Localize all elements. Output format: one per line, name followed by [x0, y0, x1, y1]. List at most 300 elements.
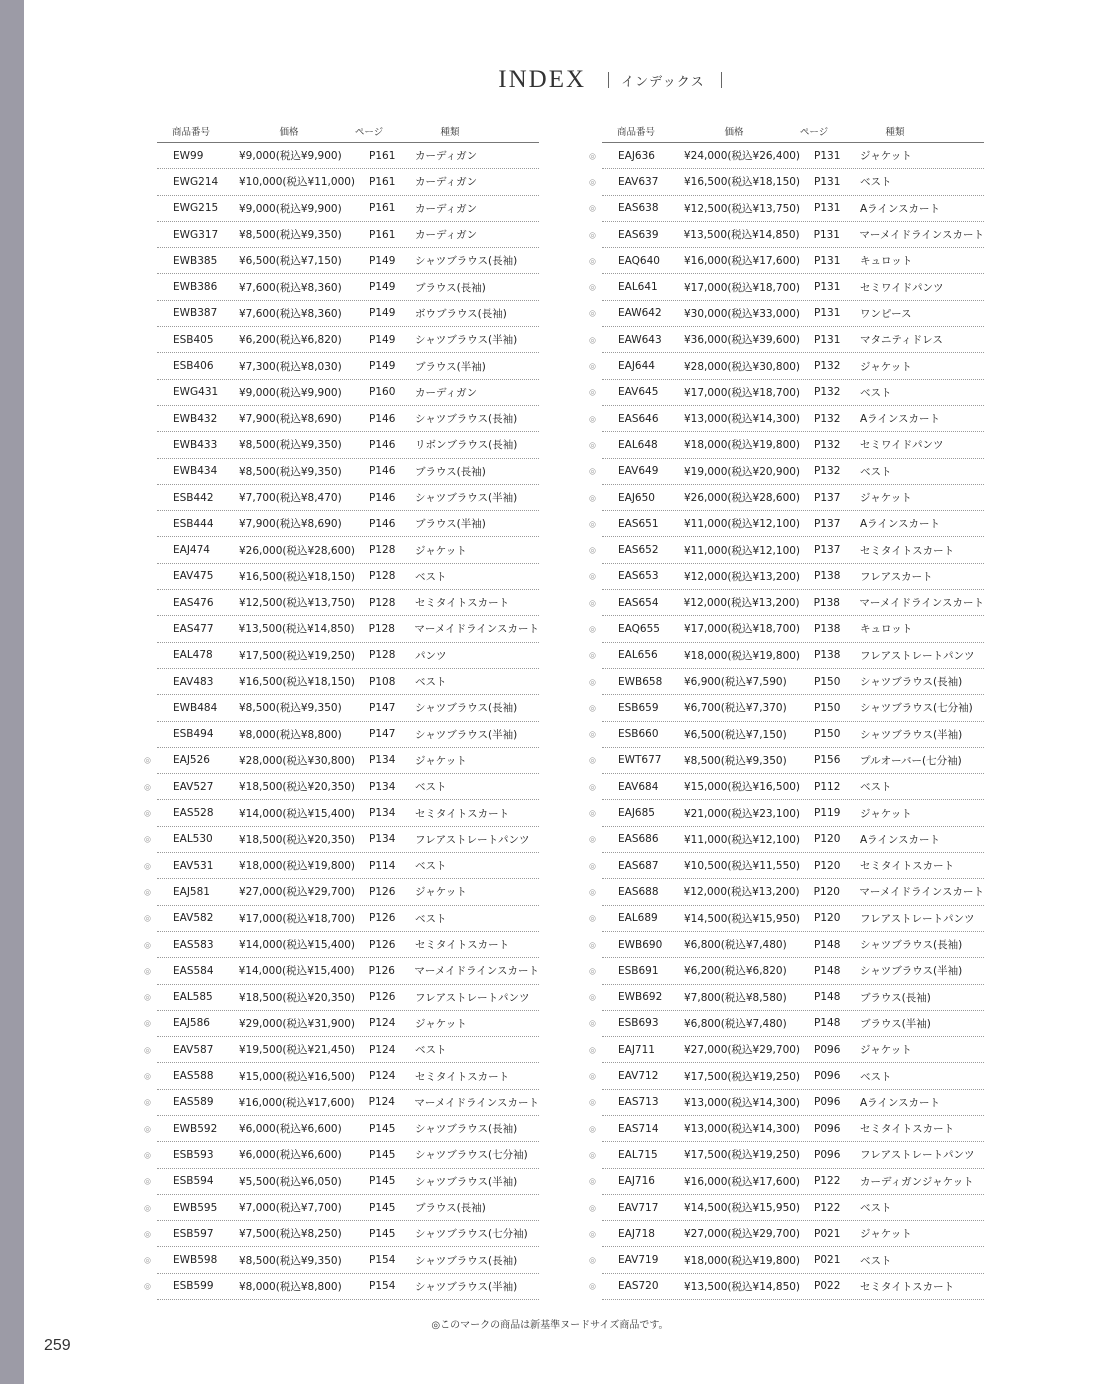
- page-ref: P128: [369, 570, 396, 583]
- item-kind: フレアストレートパンツ: [860, 649, 975, 662]
- page-ref: P148: [814, 938, 841, 951]
- product-code: EAW642: [618, 307, 662, 320]
- price: ¥12,000(税込¥13,200): [683, 597, 800, 610]
- page-ref: P146: [369, 491, 396, 504]
- page-ref: P131: [814, 149, 841, 162]
- price: ¥8,500(税込¥9,350): [239, 465, 342, 478]
- page-ref: P131: [813, 228, 840, 241]
- page-ref: P161: [369, 228, 396, 241]
- item-kind: カーディガン: [415, 386, 478, 399]
- page-ref: P145: [369, 1227, 396, 1240]
- page-ref: P114: [369, 859, 396, 872]
- page-ref: P128: [369, 596, 396, 609]
- price: ¥8,500(税込¥9,350): [239, 702, 342, 715]
- header-kind: 種類: [440, 127, 460, 138]
- item-kind: シャツブラウス(長袖): [415, 1123, 518, 1136]
- item-kind: ブラウス(長袖): [415, 281, 486, 294]
- product-code: EAJ716: [618, 1175, 655, 1188]
- product-code: EAS584: [173, 964, 214, 977]
- table-row: [144, 1090, 539, 1116]
- table-row: [589, 1195, 984, 1221]
- item-kind: フレアスカート: [860, 570, 933, 583]
- price: ¥9,000(税込¥9,900): [239, 150, 342, 163]
- product-code: EAS653: [618, 570, 659, 583]
- page-ref: P120: [814, 833, 841, 846]
- product-code: EWB592: [173, 1122, 218, 1135]
- item-kind: フレアストレートパンツ: [415, 991, 530, 1004]
- item-kind: Aラインスカート: [860, 1096, 941, 1109]
- page-ref: P112: [814, 780, 841, 793]
- product-code: ESB594: [173, 1175, 214, 1188]
- table-row: [589, 1116, 984, 1142]
- item-kind: マタニティドレス: [860, 334, 943, 347]
- title-divider: [721, 72, 722, 88]
- item-kind: ベスト: [415, 1044, 447, 1057]
- item-kind: ジャケット: [415, 1017, 467, 1030]
- product-code: ESB599: [173, 1280, 214, 1293]
- page-ref: P134: [369, 807, 396, 820]
- product-code: EAV483: [173, 675, 214, 688]
- nude-size-mark-icon: ◎: [144, 1150, 151, 1160]
- product-code: EAQ640: [618, 254, 660, 267]
- item-kind: ベスト: [860, 1202, 892, 1215]
- table-row: [144, 827, 539, 853]
- item-kind: ベスト: [860, 176, 892, 189]
- item-kind: ベスト: [860, 386, 892, 399]
- page-ref: P150: [814, 728, 841, 741]
- header-page: ページ: [354, 127, 384, 138]
- product-code: EWB658: [618, 675, 663, 688]
- nude-size-mark-icon: ◎: [589, 808, 596, 818]
- nude-size-mark-icon: ◎: [589, 308, 596, 318]
- price: ¥15,000(税込¥16,500): [239, 1070, 356, 1083]
- header-kind: 種類: [885, 127, 905, 138]
- product-code: EAS639: [618, 228, 659, 241]
- nude-size-mark-icon: ◎: [589, 335, 596, 345]
- page-ref: P126: [369, 912, 396, 925]
- table-row: [589, 643, 984, 669]
- price: ¥13,000(税込¥14,300): [684, 1096, 801, 1109]
- table-row: [589, 1169, 984, 1195]
- item-kind: Aラインスカート: [860, 413, 941, 426]
- product-code: EWB690: [618, 938, 663, 951]
- price: ¥6,800(税込¥7,480): [684, 939, 787, 952]
- page-ref: P131: [814, 307, 841, 320]
- header-product-code: 商品番号: [171, 127, 210, 138]
- product-code: EAV475: [173, 570, 214, 583]
- page-ref: P138: [814, 649, 841, 662]
- page-ref: P148: [814, 964, 841, 977]
- table-row: [157, 564, 539, 590]
- table-row: [144, 906, 539, 932]
- table-row: [589, 1221, 984, 1247]
- table-row: [589, 774, 984, 800]
- item-kind: セミタイトスカート: [415, 1070, 510, 1083]
- table-row: [144, 800, 539, 826]
- item-kind: セミタイトスカート: [415, 939, 510, 952]
- page-ref: P132: [814, 412, 841, 425]
- table-row: [589, 669, 984, 695]
- nude-size-mark-icon: ◎: [589, 1045, 596, 1055]
- header-product-code: 商品番号: [616, 127, 655, 138]
- price: ¥16,000(税込¥17,600): [684, 1175, 801, 1188]
- item-kind: セミワイドパンツ: [860, 439, 944, 452]
- page-ref: P096: [814, 1148, 841, 1161]
- table-row: [157, 590, 539, 616]
- product-code: EAS646: [618, 412, 659, 425]
- item-kind: ブラウス(長袖): [860, 991, 931, 1004]
- product-code: ESB659: [618, 701, 659, 714]
- product-code: EAL641: [618, 281, 658, 294]
- price: ¥6,200(税込¥6,820): [684, 965, 787, 978]
- price: ¥13,500(税込¥14,850): [683, 229, 800, 242]
- item-kind: キュロット: [860, 623, 913, 636]
- table-row: [157, 537, 539, 563]
- price: ¥11,000(税込¥12,100): [684, 833, 801, 846]
- table-row: [589, 248, 984, 274]
- page-ref: P128: [368, 622, 395, 635]
- table-row: [157, 301, 539, 327]
- nude-size-mark-icon: ◎: [144, 1176, 151, 1186]
- nude-size-mark-icon: ◎: [144, 861, 151, 871]
- price: ¥21,000(税込¥23,100): [684, 807, 801, 820]
- table-row: [144, 958, 539, 984]
- nude-size-mark-icon: ◎: [144, 808, 151, 818]
- table-row: [589, 511, 984, 537]
- price: ¥18,500(税込¥20,350): [239, 991, 356, 1004]
- price: ¥27,000(税込¥29,700): [239, 886, 356, 899]
- nude-size-mark-icon: ◎: [589, 177, 596, 187]
- price: ¥28,000(税込¥30,800): [684, 360, 801, 373]
- table-row: [144, 853, 539, 879]
- page-ref: P146: [369, 438, 396, 451]
- product-code: EAV582: [173, 912, 214, 925]
- nude-size-mark-icon: ◎: [144, 1071, 151, 1081]
- product-code: EAJ650: [618, 491, 655, 504]
- product-code: EAS583: [173, 938, 214, 951]
- item-kind: パンツ: [415, 649, 447, 662]
- price: ¥16,000(税込¥17,600): [238, 1096, 355, 1109]
- table-row: [144, 932, 539, 958]
- price: ¥17,000(税込¥18,700): [684, 281, 801, 294]
- item-kind: リボンブラウス(長袖): [415, 439, 518, 452]
- page-ref: P150: [814, 675, 841, 688]
- price: ¥17,500(税込¥19,250): [684, 1149, 801, 1162]
- price: ¥14,500(税込¥15,950): [684, 912, 801, 925]
- product-code: EAV684: [618, 780, 659, 793]
- price: ¥6,800(税込¥7,480): [684, 1017, 787, 1030]
- product-code: ESB593: [173, 1148, 214, 1161]
- nude-size-mark-icon: ◎: [589, 256, 596, 266]
- nude-size-mark-icon: ◎: [589, 519, 596, 529]
- item-kind: シャツブラウス(長袖): [860, 676, 963, 689]
- item-kind: Aラインスカート: [860, 518, 941, 531]
- price: ¥7,800(税込¥8,580): [684, 991, 787, 1004]
- price: ¥13,500(税込¥14,850): [238, 623, 355, 636]
- page-ref: P145: [369, 1201, 396, 1214]
- price: ¥16,500(税込¥18,150): [684, 176, 801, 189]
- table-row: [157, 196, 539, 222]
- product-code: EAS720: [618, 1280, 659, 1293]
- item-kind: シャツブラウス(長袖): [415, 413, 518, 426]
- product-code: EWB385: [173, 254, 218, 267]
- page-ref: P145: [369, 1122, 396, 1135]
- table-row: [589, 853, 984, 879]
- page-ref: P096: [814, 1070, 841, 1083]
- item-kind: セミタイトスカート: [415, 807, 510, 820]
- product-code: EAS638: [618, 202, 659, 215]
- page-ref: P126: [368, 964, 395, 977]
- page-ref: P108: [369, 675, 396, 688]
- page-ref: P149: [369, 360, 396, 373]
- page-ref: P126: [369, 991, 396, 1004]
- product-code: EW99: [173, 149, 204, 162]
- header-price: 価格: [724, 127, 744, 138]
- table-row: [589, 432, 984, 458]
- table-row: [157, 169, 539, 195]
- index-list-left: [144, 143, 539, 1300]
- nude-size-mark-icon: ◎: [589, 1203, 596, 1213]
- page-ref: P161: [369, 202, 396, 215]
- table-row: [589, 380, 984, 406]
- table-row: [144, 1116, 539, 1142]
- nude-size-mark-icon: ◎: [589, 466, 596, 476]
- item-kind: ジャケット: [415, 886, 467, 899]
- price: ¥26,000(税込¥28,600): [239, 544, 356, 557]
- product-code: EWG214: [173, 175, 219, 188]
- page-ref: P124: [368, 1096, 395, 1109]
- table-row: [589, 722, 984, 748]
- nude-size-mark-icon: ◎: [589, 1255, 596, 1265]
- page-ref: P149: [369, 333, 396, 346]
- table-row: [144, 1142, 539, 1168]
- page-ref: P134: [369, 780, 396, 793]
- item-kind: ジャケット: [860, 150, 912, 163]
- product-code: EAS654: [618, 596, 659, 609]
- table-row: [144, 1063, 539, 1089]
- page-ref: P131: [814, 175, 841, 188]
- price: ¥7,000(税込¥7,700): [239, 1202, 342, 1215]
- nude-size-mark-icon: ◎: [589, 1018, 596, 1028]
- page-ref: P137: [814, 517, 841, 530]
- product-code: EAS589: [173, 1096, 214, 1109]
- footnote: ◎このマークの商品は新基準ヌードサイズ商品です。: [431, 1320, 669, 1331]
- price: ¥12,500(税込¥13,750): [684, 202, 801, 215]
- page-ref: P147: [369, 701, 396, 714]
- title-divider: [608, 72, 609, 88]
- item-kind: ワンピース: [860, 307, 912, 320]
- item-kind: マーメイドラインスカート: [414, 623, 539, 636]
- price: ¥17,000(税込¥18,700): [239, 912, 356, 925]
- page-ref: P122: [814, 1201, 841, 1214]
- nude-size-mark-icon: ◎: [144, 887, 151, 897]
- product-code: EAL689: [618, 912, 658, 925]
- table-row: [589, 353, 984, 379]
- page-ref: P149: [369, 254, 396, 267]
- nude-size-mark-icon: ◎: [589, 755, 596, 765]
- price: ¥6,700(税込¥7,370): [684, 702, 787, 715]
- product-code: EAV645: [618, 386, 659, 399]
- page-ref: P145: [369, 1148, 396, 1161]
- item-kind: ジャケット: [860, 1044, 912, 1057]
- price: ¥8,000(税込¥8,800): [239, 1280, 342, 1293]
- table-row: [144, 879, 539, 905]
- price: ¥16,000(税込¥17,600): [684, 255, 801, 268]
- item-kind: セミタイトスカート: [860, 1280, 955, 1293]
- price: ¥7,600(税込¥8,360): [239, 307, 342, 320]
- price: ¥15,000(税込¥16,500): [684, 781, 801, 794]
- item-kind: ジャケット: [415, 544, 467, 557]
- nude-size-mark-icon: ◎: [589, 782, 596, 792]
- product-code: EWB433: [173, 438, 218, 451]
- table-row: [157, 353, 539, 379]
- table-row: [589, 616, 984, 642]
- product-code: ESB494: [173, 728, 214, 741]
- index-list-right: [589, 143, 984, 1300]
- page-ref: P128: [369, 649, 396, 662]
- price: ¥7,900(税込¥8,690): [239, 413, 342, 426]
- table-row: [589, 1142, 984, 1168]
- price: ¥10,000(税込¥11,000): [239, 176, 356, 189]
- price: ¥27,000(税込¥29,700): [684, 1228, 801, 1241]
- table-row: [144, 1274, 539, 1300]
- price: ¥19,500(税込¥21,450): [239, 1044, 356, 1057]
- nude-size-mark-icon: ◎: [589, 992, 596, 1002]
- nude-size-mark-icon: ◎: [589, 887, 596, 897]
- product-code: EAS652: [618, 544, 659, 557]
- nude-size-mark-icon: ◎: [144, 1045, 151, 1055]
- table-row: [144, 1247, 539, 1273]
- item-kind: ベスト: [415, 781, 447, 794]
- page-ref: P156: [814, 754, 841, 767]
- table-row: [589, 537, 984, 563]
- page-ref: P131: [814, 333, 841, 346]
- nude-size-mark-icon: ◎: [144, 1097, 151, 1107]
- product-code: EAJ526: [173, 754, 210, 767]
- product-code: EAS528: [173, 807, 214, 820]
- item-kind: フレアストレートパンツ: [860, 912, 975, 925]
- nude-size-mark-icon: ◎: [589, 966, 596, 976]
- nude-size-mark-icon: ◎: [589, 1097, 596, 1107]
- nude-size-mark-icon: ◎: [589, 1281, 596, 1291]
- table-row: [157, 459, 539, 485]
- product-code: EAL585: [173, 991, 213, 1004]
- table-row: [589, 906, 984, 932]
- product-code: EWG431: [173, 386, 219, 399]
- price: ¥7,300(税込¥8,030): [239, 360, 342, 373]
- product-code: EWB595: [173, 1201, 218, 1214]
- nude-size-mark-icon: ◎: [144, 940, 151, 950]
- table-row: [589, 222, 984, 248]
- nude-size-mark-icon: ◎: [589, 571, 596, 581]
- page-ref: P134: [369, 754, 396, 767]
- item-kind: Aラインスカート: [860, 202, 941, 215]
- table-row: [157, 380, 539, 406]
- item-kind: ジャケット: [860, 1228, 912, 1241]
- page-ref: P146: [369, 465, 396, 478]
- table-row: [144, 985, 539, 1011]
- table-row: [589, 958, 984, 984]
- table-row: [157, 695, 539, 721]
- page-ref: P148: [814, 991, 841, 1004]
- product-code: EWB387: [173, 307, 218, 320]
- nude-size-mark-icon: ◎: [589, 861, 596, 871]
- nude-size-mark-icon: ◎: [144, 755, 151, 765]
- product-code: EAL715: [618, 1148, 658, 1161]
- page-ref: P148: [814, 1017, 841, 1030]
- page-ref: P131: [814, 202, 841, 215]
- item-kind: ベスト: [860, 465, 892, 478]
- page-number: 259: [44, 1337, 71, 1354]
- nude-size-mark-icon: ◎: [144, 1203, 151, 1213]
- product-code: EAS477: [173, 622, 214, 635]
- item-kind: セミタイトスカート: [860, 860, 955, 873]
- item-kind: プルオーバー(七分袖): [860, 754, 962, 767]
- nude-size-mark-icon: ◎: [589, 703, 596, 713]
- item-kind: キュロット: [860, 255, 913, 268]
- price: ¥7,900(税込¥8,690): [239, 518, 342, 531]
- price: ¥8,500(税込¥9,350): [239, 229, 342, 242]
- table-row: [589, 485, 984, 511]
- nude-size-mark-icon: ◎: [144, 1229, 151, 1239]
- item-kind: シャツブラウス(七分袖): [860, 702, 973, 715]
- item-kind: シャツブラウス(七分袖): [415, 1228, 528, 1241]
- page-ref: P126: [369, 885, 396, 898]
- price: ¥29,000(税込¥31,900): [239, 1017, 356, 1030]
- item-kind: ブラウス(長袖): [415, 1202, 486, 1215]
- nude-size-mark-icon: ◎: [589, 624, 596, 634]
- price: ¥14,000(税込¥15,400): [239, 939, 356, 952]
- product-code: EAS686: [618, 833, 659, 846]
- table-row: [144, 1169, 539, 1195]
- item-kind: フレアストレートパンツ: [415, 833, 530, 846]
- item-kind: ボウブラウス(長袖): [415, 307, 507, 320]
- nude-size-mark-icon: ◎: [144, 1281, 151, 1291]
- nude-size-mark-icon: ◎: [589, 387, 596, 397]
- price: ¥18,000(税込¥19,800): [684, 1254, 801, 1267]
- page-ref: P149: [369, 307, 396, 320]
- title-index-japanese: インデックス: [621, 74, 705, 90]
- page-ref: P149: [369, 281, 396, 294]
- price: ¥6,500(税込¥7,150): [239, 255, 342, 268]
- nude-size-mark-icon: ◎: [589, 913, 596, 923]
- item-kind: ベスト: [415, 912, 447, 925]
- nude-size-mark-icon: ◎: [589, 940, 596, 950]
- item-kind: ベスト: [860, 781, 892, 794]
- nude-size-mark-icon: ◎: [144, 966, 151, 976]
- product-code: EAV712: [618, 1070, 659, 1083]
- price: ¥18,500(税込¥20,350): [239, 833, 356, 846]
- item-kind: シャツブラウス(半袖): [415, 1280, 518, 1293]
- table-row: [157, 327, 539, 353]
- table-row: [589, 800, 984, 826]
- product-code: EAV527: [173, 780, 214, 793]
- product-code: EWB386: [173, 281, 218, 294]
- item-kind: マーメイドラインスカート: [859, 597, 984, 610]
- product-code: EAJ581: [173, 885, 210, 898]
- page-ref: P146: [369, 517, 396, 530]
- price: ¥13,000(税込¥14,300): [684, 413, 801, 426]
- price: ¥14,000(税込¥15,400): [238, 965, 355, 978]
- product-code: EAV717: [618, 1201, 659, 1214]
- table-row: [157, 511, 539, 537]
- page-ref: P120: [814, 912, 841, 925]
- page-ref: P132: [814, 386, 841, 399]
- product-code: EAV637: [618, 175, 659, 188]
- price: ¥27,000(税込¥29,700): [684, 1044, 801, 1057]
- table-row: [157, 643, 539, 669]
- price: ¥19,000(税込¥20,900): [684, 465, 801, 478]
